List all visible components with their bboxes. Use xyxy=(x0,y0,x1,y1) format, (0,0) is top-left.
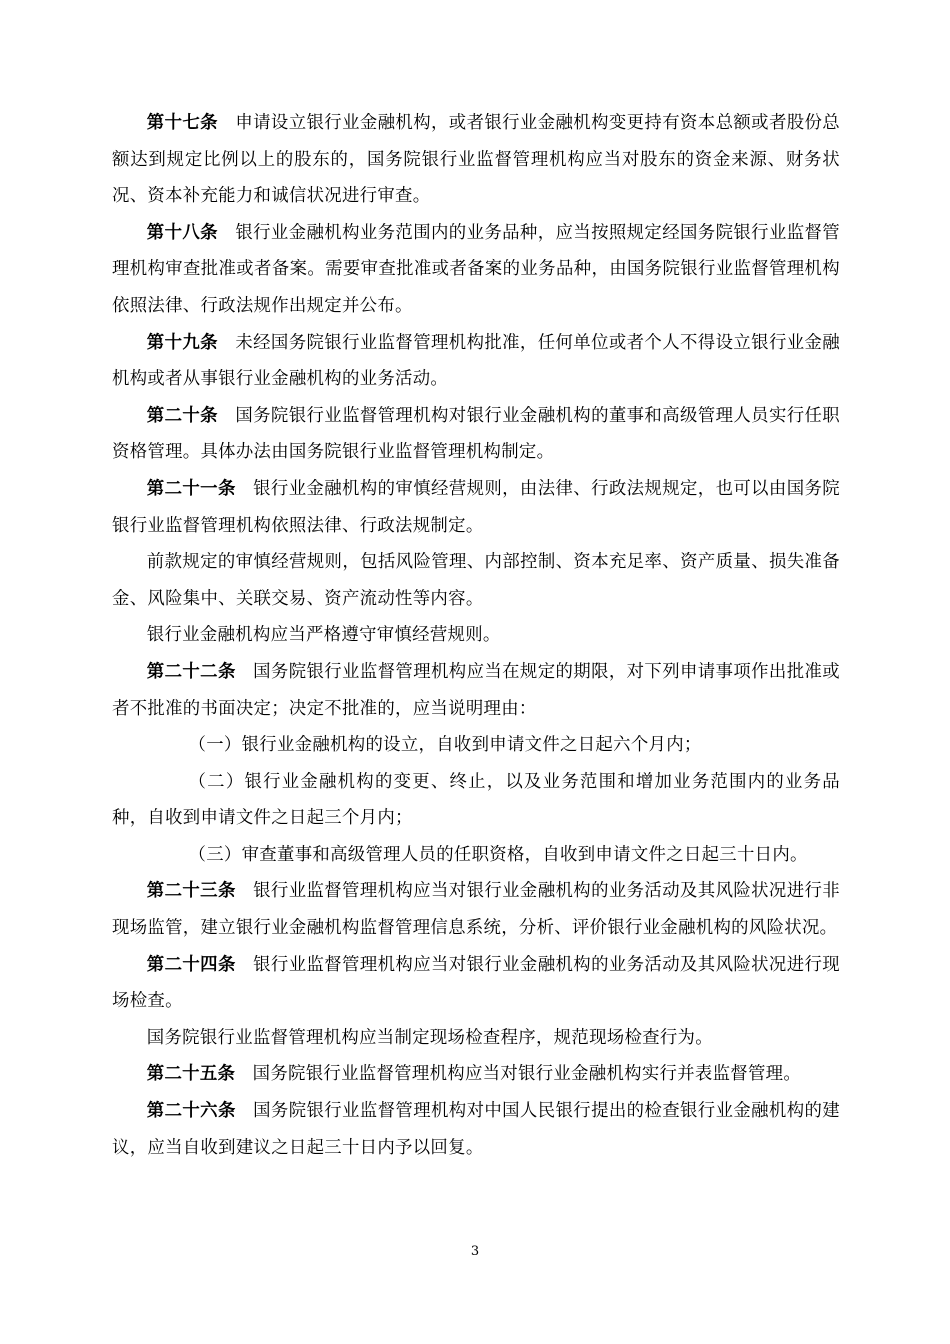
paragraph xyxy=(112,947,840,1020)
paragraph xyxy=(112,398,840,471)
article-heading: 第二十条 xyxy=(146,405,218,426)
paragraph-text: 国务院银行业监督管理机构对银行业金融机构的董事和高级管理人员实行任职资格管理。具体办法由国务院银行业监督管理机构制定。 xyxy=(112,405,840,463)
paragraph-text: 银行业监督管理机构应当对银行业金融机构的业务活动及其风险状况进行非现场监管，建立银行业金融机构监督管理信息系统，分析、评价银行业金融机构的风险状况。 xyxy=(112,881,840,939)
list-item xyxy=(112,727,840,764)
document-body xyxy=(112,105,840,1166)
paragraph xyxy=(112,617,840,654)
paragraph-text: 国务院银行业监督管理机构应当对银行业金融机构实行并表监督管理。 xyxy=(252,1064,802,1085)
article-heading: 第二十一条 xyxy=(146,478,236,499)
paragraph-text: 未经国务院银行业监督管理机构批准，任何单位或者个人不得设立银行业金融机构或者从事银行业金融机构的业务活动。 xyxy=(112,332,840,390)
article-heading: 第十七条 xyxy=(146,113,218,133)
paragraph xyxy=(112,215,840,325)
paragraph-text: 国务院银行业监督管理机构对中国人民银行提出的检查银行业金融机构的建议，应当自收到建议之日起三十日内予以回复。 xyxy=(112,1101,840,1158)
paragraph xyxy=(112,1056,840,1093)
paragraph xyxy=(112,654,840,727)
article-heading: 第十八条 xyxy=(146,222,218,243)
paragraph xyxy=(112,105,840,215)
list-item-text: （三）审查董事和高级管理人员的任职资格，自收到申请文件之日起三十日内。 xyxy=(188,844,808,865)
paragraph-text: 银行业监督管理机构应当对银行业金融机构的业务活动及其风险状况进行现场检查。 xyxy=(112,954,840,1012)
article-heading: 第二十二条 xyxy=(146,661,236,682)
article-heading: 第二十三条 xyxy=(146,881,236,902)
paragraph xyxy=(112,471,840,544)
article-heading: 第十九条 xyxy=(146,332,218,353)
list-item-text: （一）银行业金融机构的设立，自收到申请文件之日起六个月内； xyxy=(188,735,702,756)
list-item xyxy=(112,837,840,874)
paragraph-text: 银行业金融机构应当严格遵守审慎经营规则。 xyxy=(146,625,501,646)
paragraph xyxy=(112,1020,840,1057)
list-item xyxy=(112,764,840,837)
paragraph xyxy=(112,873,840,946)
paragraph xyxy=(112,325,840,398)
paragraph-text: 银行业金融机构业务范围内的业务品种，应当按照规定经国务院银行业监督管理机构审查批准或者备案。需要审查批准或者备案的业务品种，由国务院银行业监督管理机构依照法律、行政法规作出规定并公布。 xyxy=(112,222,840,316)
paragraph-text: 银行业金融机构的审慎经营规则，由法律、行政法规规定，也可以由国务院银行业监督管理机构依照法律、行政法规制定。 xyxy=(112,478,840,536)
list-item-text: （二）银行业金融机构的变更、终止，以及业务范围和增加业务范围内的业务品种，自收到申请文件之日起三个月内； xyxy=(112,771,840,829)
paragraph xyxy=(112,544,840,617)
article-heading: 第二十四条 xyxy=(146,954,236,975)
paragraph-text: 申请设立银行业金融机构，或者银行业金融机构变更持有资本总额或者股份总额达到规定比例以上的股东的，国务院银行业监督管理机构应当对股东的资金来源、财务状况、资本补充能力和诚信状况进行审查。 xyxy=(112,113,840,207)
paragraph-text: 国务院银行业监督管理机构应当制定现场检查程序，规范现场检查行为。 xyxy=(146,1027,713,1048)
article-heading: 第二十五条 xyxy=(146,1064,236,1085)
paragraph xyxy=(112,1093,840,1166)
page-number: 3 xyxy=(470,1244,480,1259)
paragraph-text: 前款规定的审慎经营规则，包括风险管理、内部控制、资本充足率、资产质量、损失准备金、风险集中、关联交易、资产流动性等内容。 xyxy=(112,552,840,609)
article-heading: 第二十六条 xyxy=(146,1101,236,1122)
paragraph-text: 国务院银行业监督管理机构应当在规定的期限，对下列申请事项作出批准或者不批准的书面决定；决定不批准的，应当说明理由： xyxy=(112,661,840,719)
